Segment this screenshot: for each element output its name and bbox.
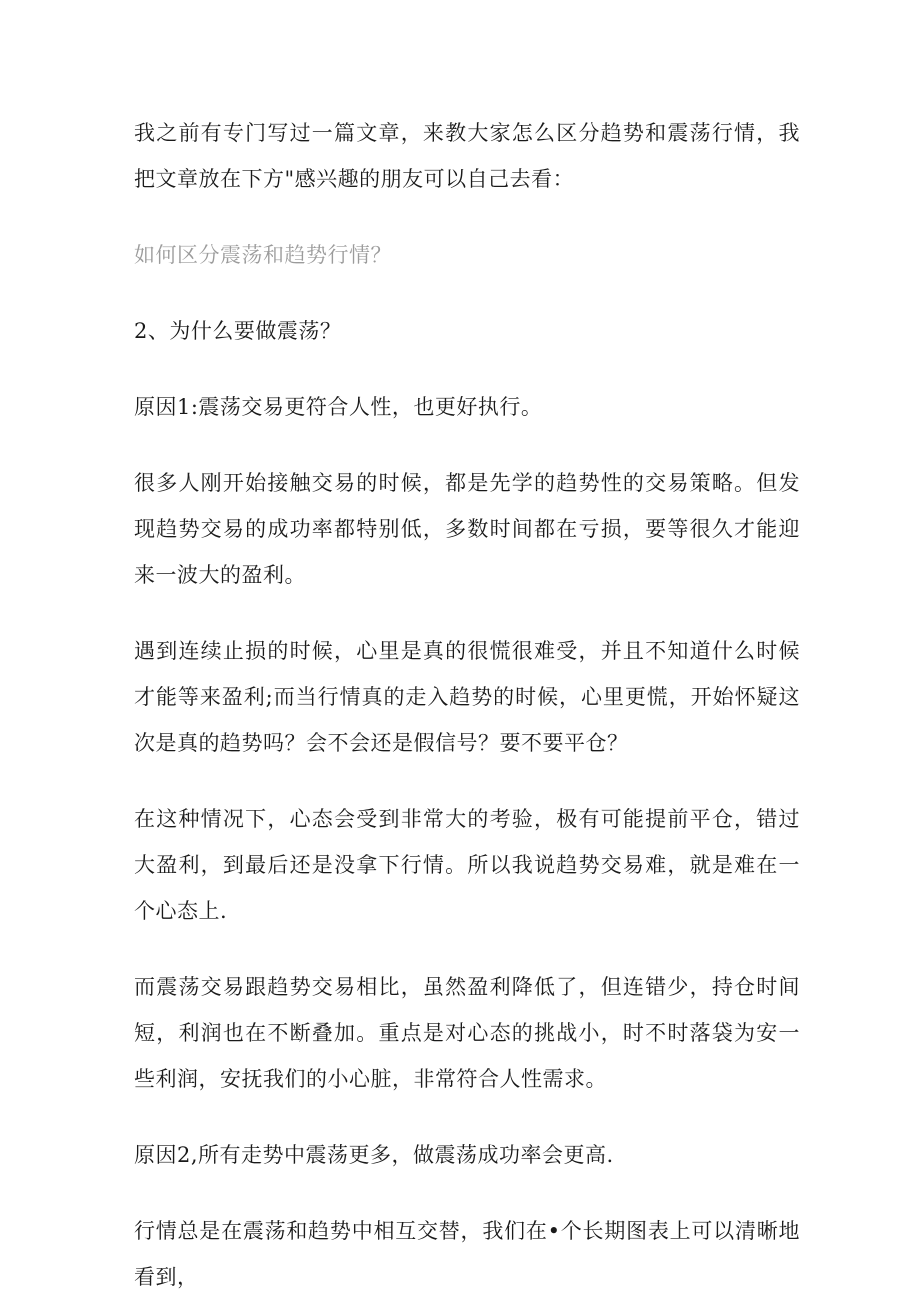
body-paragraph: 而震荡交易跟趋势交易相比，虽然盈利降低了，但连错少，持仓时间短，利润也在不断叠加。重点是对心态的挑战小，时不时落袋为安一些利润，安抚我们的小心脏，非常符合人性需求。 <box>134 975 800 1091</box>
section-heading: 2、为什么要做震荡？ <box>134 319 342 343</box>
body-paragraph: 行情总是在震荡和趋势中相互交替，我们在•个长期图表上可以清晰地看到， <box>134 1219 800 1289</box>
reason-2-heading: 原因2,所有走势中震荡更多，做震荡成功率会更高. <box>134 1143 614 1167</box>
article-link[interactable]: 如何区分震荡和趋势行情？ <box>134 243 392 267</box>
body-paragraph: 遇到连续止损的时候，心里是真的很慌很难受，并且不知道什么时候才能等来盈利;而当行情真的走入趋势的时候，心里更慌，开始怀疑这次是真的趋势吗？会不会还是假信号？要不要平仓？ <box>134 639 800 755</box>
intro-paragraph: 我之前有专门写过一篇文章，来教大家怎么区分趋势和震荡行情，我把文章放在下方"感兴趣的朋友可以自己去看： <box>134 121 800 191</box>
document-page <box>134 110 800 1300</box>
reason-1-heading: 原因1:震荡交易更符合人性，也更好执行。 <box>134 395 543 419</box>
body-paragraph: 在这种情况下，心态会受到非常大的考验，极有可能提前平仓，错过大盈利，到最后还是没拿下行情。所以我说趋势交易难，就是难在一个心态上. <box>134 807 800 923</box>
body-paragraph: 很多人刚开始接触交易的时候，都是先学的趋势性的交易策略。但发现趋势交易的成功率都特别低，多数时间都在亏损，要等很久才能迎来一波大的盈利。 <box>134 471 800 587</box>
